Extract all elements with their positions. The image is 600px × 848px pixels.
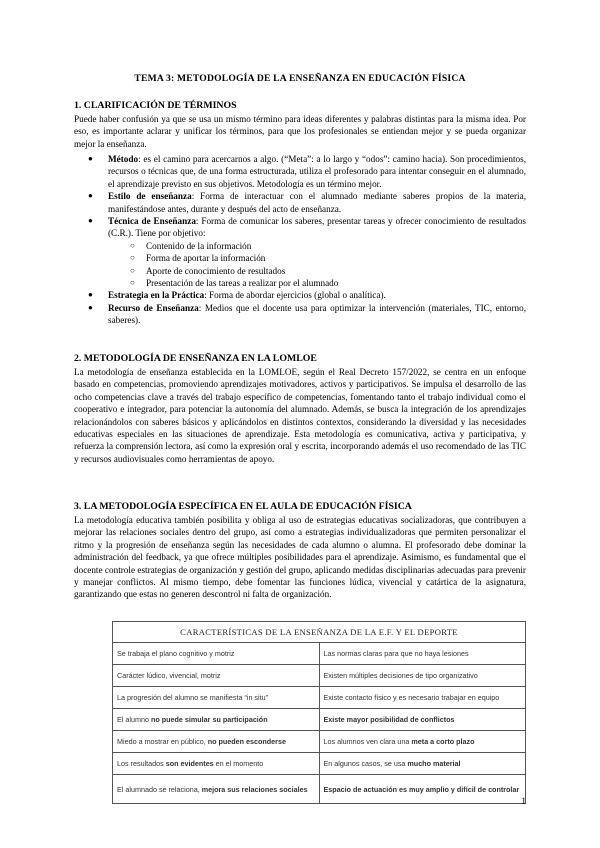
term-text: : Forma de abordar ejercicios (global o analítica). [204, 290, 386, 301]
list-item [74, 153, 526, 190]
terms-list [74, 153, 526, 327]
section-2-heading: 2. METODOLOGÍA DE ENSEÑANZA EN LA LOMLOE [74, 353, 317, 364]
table-cell: Se trabaja el plano cognitivo y motriz [113, 643, 320, 665]
table-cell: Los resultados son evidentes en el momento [113, 753, 320, 775]
table-cell: Existe mayor posibilidad de conflictos [319, 709, 526, 731]
table-header: CARACTERÍSTICAS DE LA ENSEÑANZA DE LA E.F. Y EL DEPORTE [113, 622, 526, 643]
sub-list [108, 240, 526, 290]
sub-list-item: ○ Presentación de las tareas a realizar por el alumnado [108, 277, 526, 289]
term-text: : Forma de interactuar con el alumnado mediante saberes propios de la materia, manifestándose antes, durante y después del acto de enseñanza. [108, 191, 526, 214]
section-1-heading: 1. CLARIFICACIÓN DE TÉRMINOS [74, 100, 237, 111]
list-item [74, 302, 526, 327]
table-cell: Espacio de actuación es muy amplio y difícil de controlar [319, 775, 526, 804]
table-row [113, 643, 526, 665]
table-row [113, 665, 526, 687]
term-label: Técnica de Enseñanza [108, 216, 196, 227]
term-label: Estilo de enseñanza [108, 191, 192, 202]
term-text: : Forma de comunicar los saberes, presentar tareas y ofrecer conocimiento de resultados (C.R.). Tiene por objetivo: [108, 216, 526, 239]
page-number: 1 [521, 797, 526, 807]
table-row [113, 753, 526, 775]
document-title: TEMA 3: METODOLOGÍA DE LA ENSEÑANZA EN EDUCACIÓN FÍSICA [134, 73, 466, 84]
sub-list-item: ○ Forma de aportar la información [108, 252, 526, 264]
table-row [113, 731, 526, 753]
term-text: : es el camino para acercarnos a algo. (“Meta”: a lo largo y “odos”: camino hacia). Son procedimientos, recursos o técnicas que, de una forma estructurada, utiliza el profesorado para intentar conseguir en el alumnado, el aprendizaje previsto en sus objetivos. Metodología es un término mejor. [108, 154, 526, 189]
table-cell: Los alumnos ven clara una meta a corto plazo [319, 731, 526, 753]
table-cell: Las normas claras para que no haya lesiones [319, 643, 526, 665]
term-label: Método [108, 154, 139, 164]
term-text: : Medios que el docente usa para optimizar la intervención (materiales, TIC, entorno, saberes). [108, 302, 526, 326]
list-item [74, 215, 526, 289]
section-2-text: La metodología de enseñanza establecida en la LOMLOE, según el Real Decreto 157/2022, se centra en un enfoque basado en competencias, promoviendo aprendizajes motivadores, activos y participativos. Se impulsa el desarrollo de las ocho competencias clave a través del trabajo específico de competencias, fomentando tanto el trabajo individual como el cooperativo e integrador, para potenciar la autonomía del alumnado. Además, se busca la integración de los aprendizajes relacionándolos con saberes básicos y aplicándolos en distintos contextos, considerando la diversidad y las necesidades educativas especiales en las situaciones de aprendizaje. Esta metodología es comunicativa, activa y participativa, y refuerza la comprensión lectora, así como la expresión oral y escrita, incorporando además el uso recomendado de las TIC y recursos audiovisuales como herramientas de apoyo. [74, 367, 526, 464]
table-row [113, 687, 526, 709]
table-cell: El alumno no puede simular su participación [113, 709, 320, 731]
sub-list-item: ○ Contenido de la información [108, 240, 526, 252]
section-3-text: La metodología educativa también posibilita y obliga al uso de estrategias educativas socializadoras, que contribuyen a mejorar las relaciones sociales dentro del grupo, así como a estrategias individualizadoras que permiten personalizar el ritmo y la progresión de enseñanza según las necesidades de cada alumno o alumna. El profesorado debe dominar la administración del feedback, ya que ofrece múltiples posibilidades para el aprendizaje. Asimismo, es fundamental que el docente controle estrategias de organización y gestión del grupo, aplicando medidas disciplinarias adecuadas para prevenir y manejar conflictos. Al mismo tiempo, debe fomentar las funciones lúdica, vivencial y catártica de la asignatura, garantizando que estas no generen descontrol ni falta de organización. [74, 515, 526, 600]
table-cell: La progresión del alumno se manifiesta “in situ” [113, 687, 320, 709]
table-cell: Existe contacto físico y es necesario trabajar en equipo [319, 687, 526, 709]
section-1-intro: Puede haber confusión ya que se usa un mismo término para ideas diferentes y palabras distintas para la misma idea. Por eso, es importante aclarar y unificar los términos, para que los profesionales se entiendan mejor y se pueda organizar mejor la enseñanza. [74, 114, 526, 149]
section-3-heading: 3. LA METODOLOGÍA ESPECÍFICA EN EL AULA DE EDUCACIÓN FÍSICA [74, 501, 412, 512]
table-cell: Existen múltiples decisiones de tipo organizativo [319, 665, 526, 687]
characteristics-table [112, 621, 526, 804]
term-label: Recurso de Enseñanza [108, 302, 199, 313]
table-cell: Carácter lúdico, vivencial, motriz [113, 665, 320, 687]
term-label: Estrategia en la Práctica [108, 290, 205, 301]
table-cell: En algunos casos, se usa mucho material [319, 753, 526, 775]
table-cell: Miedo a mostrar en público, no pueden esconderse [113, 731, 320, 753]
table-cell: El alumnado se relaciona, mejora sus relaciones sociales [113, 775, 320, 804]
list-item [74, 289, 526, 301]
table-row [113, 775, 526, 804]
sub-list-item: ○ Aporte de conocimiento de resultados [108, 265, 526, 277]
list-item [74, 190, 526, 215]
table-row [113, 709, 526, 731]
